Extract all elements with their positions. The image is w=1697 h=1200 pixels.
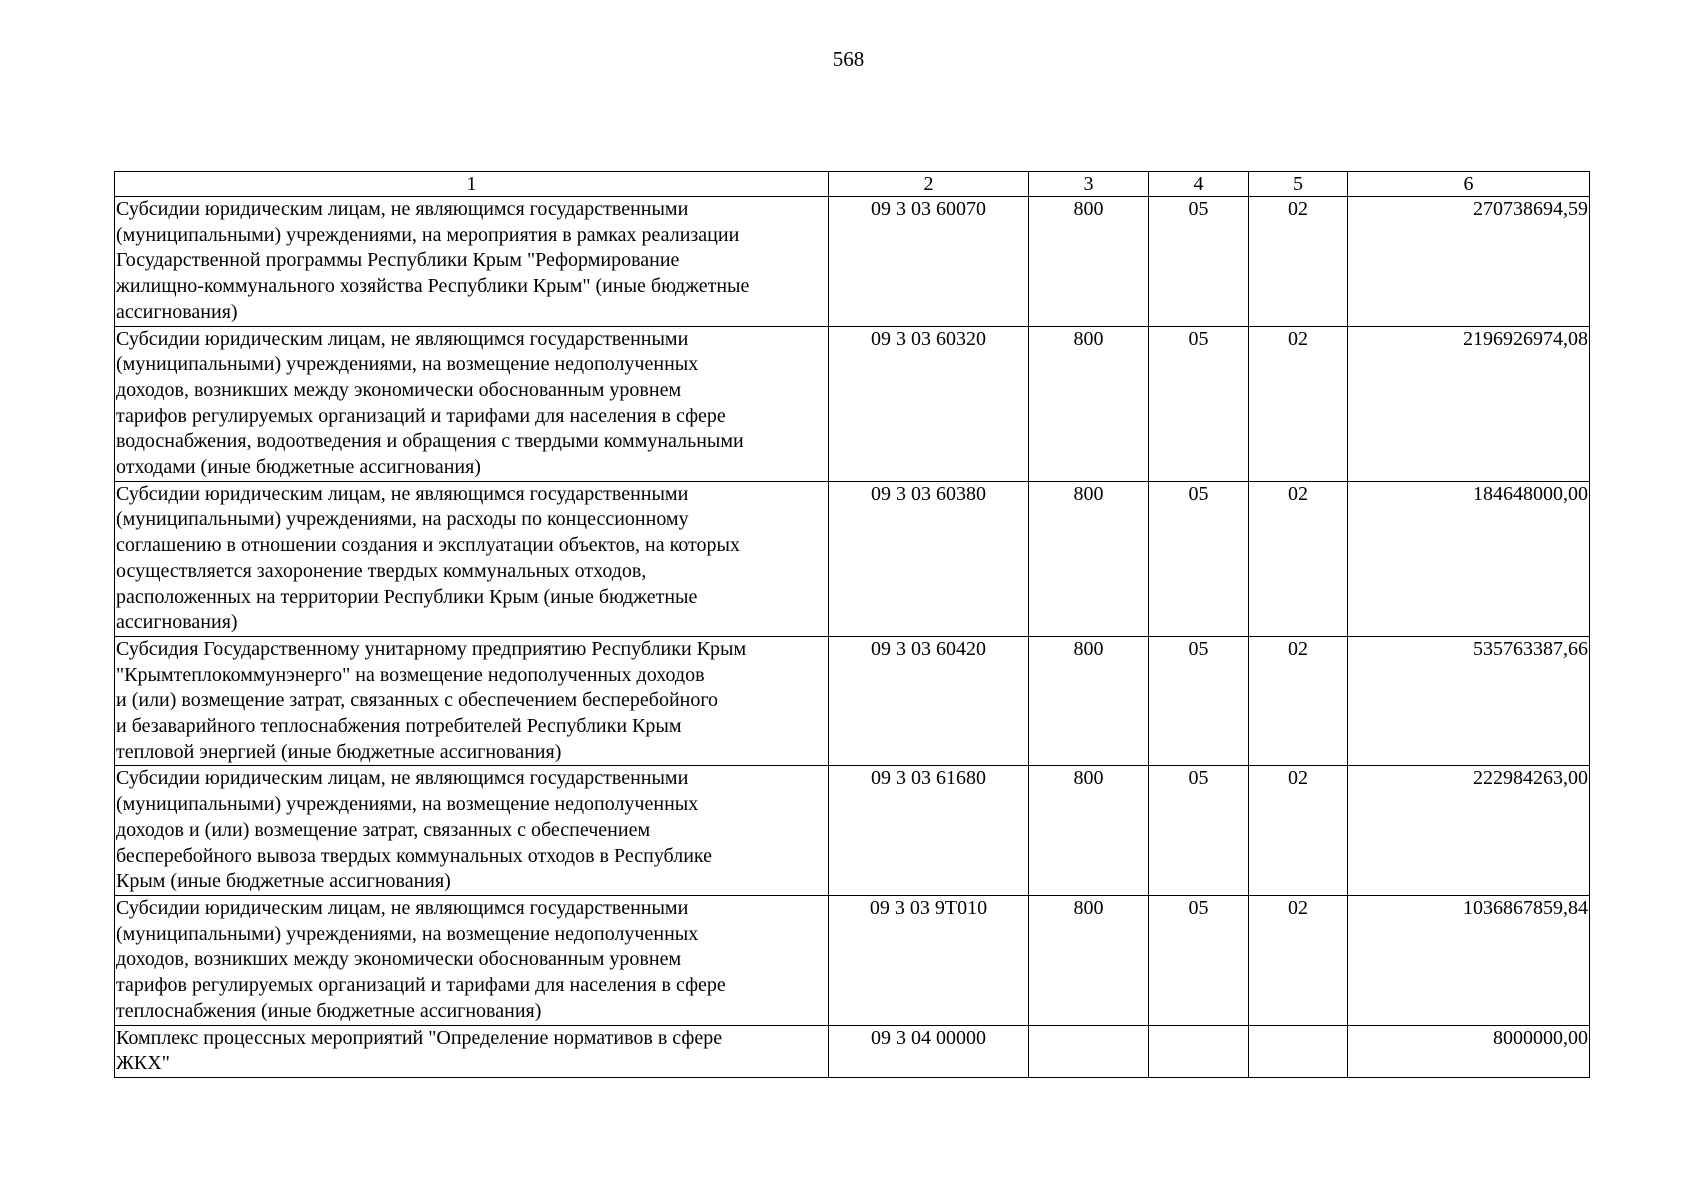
column-header-6: 6	[1348, 172, 1590, 197]
description-line: Субсидии юридическим лицам, не являющимся государственными	[116, 327, 689, 350]
table-row	[115, 481, 1590, 636]
row-description	[115, 481, 829, 636]
table-row	[115, 895, 1590, 1025]
row-expense-type: 800	[1029, 766, 1149, 896]
row-amount: 222984263,00	[1348, 766, 1590, 896]
row-description	[115, 895, 829, 1025]
row-target-code: 09 3 03 60070	[829, 197, 1029, 327]
table-row	[115, 1025, 1590, 1077]
row-amount: 1036867859,84	[1348, 895, 1590, 1025]
row-subsection: 02	[1249, 481, 1348, 636]
row-section: 05	[1149, 766, 1249, 896]
description-line: отходами (иные бюджетные ассигнования)	[116, 456, 481, 479]
description-line: Государственной программы Республики Крым "Реформирование	[116, 249, 680, 272]
description-line: Субсидии юридическим лицам, не являющимся государственными	[116, 896, 689, 919]
budget-table	[114, 171, 1590, 1078]
row-description	[115, 1025, 829, 1077]
row-subsection: 02	[1249, 636, 1348, 766]
row-amount: 8000000,00	[1348, 1025, 1590, 1077]
description-line: (муниципальными) учреждениями, на возмещение недополученных	[116, 922, 699, 945]
description-line: доходов и (или) возмещение затрат, связанных с обеспечением	[116, 818, 651, 841]
description-line: ассигнования)	[116, 611, 238, 634]
column-header-2: 2	[829, 172, 1029, 197]
row-target-code: 09 3 03 60380	[829, 481, 1029, 636]
column-header-1: 1	[115, 172, 829, 197]
description-line: Комплекс процессных мероприятий "Определение нормативов в сфере	[116, 1026, 723, 1049]
row-description	[115, 636, 829, 766]
row-amount: 184648000,00	[1348, 481, 1590, 636]
description-line: Субсидии юридическим лицам, не являющимся государственными	[116, 482, 689, 505]
description-line: Субсидии юридическим лицам, не являющимся государственными	[116, 767, 689, 790]
row-description	[115, 766, 829, 896]
table-row	[115, 636, 1590, 766]
header-row	[115, 172, 1590, 197]
row-amount: 535763387,66	[1348, 636, 1590, 766]
description-line: и (или) возмещение затрат, связанных с обеспечением бесперебойного	[116, 689, 719, 712]
description-line: Крым (иные бюджетные ассигнования)	[116, 870, 451, 893]
row-subsection: 02	[1249, 326, 1348, 481]
table-row	[115, 197, 1590, 327]
description-line: жилищно-коммунального хозяйства Республики Крым" (иные бюджетные	[116, 275, 750, 298]
description-line: тарифов регулируемых организаций и тарифами для населения в сфере	[116, 404, 726, 427]
row-expense-type: 800	[1029, 197, 1149, 327]
row-description	[115, 326, 829, 481]
description-line: тарифов регулируемых организаций и тарифами для населения в сфере	[116, 974, 726, 997]
description-line: (муниципальными) учреждениями, на мероприятия в рамках реализации	[116, 223, 740, 246]
row-section: 05	[1149, 636, 1249, 766]
description-line: ЖКХ"	[116, 1052, 170, 1075]
description-line: водоснабжения, водоотведения и обращения с твердыми коммунальными	[116, 430, 744, 453]
description-line: осуществляется захоронение твердых коммунальных отходов,	[116, 559, 647, 582]
description-line: (муниципальными) учреждениями, на возмещение недополученных	[116, 353, 699, 376]
description-line: соглашению в отношении создания и эксплуатации объектов, на которых	[116, 534, 740, 557]
description-line: тепловой энергией (иные бюджетные ассигнования)	[116, 740, 562, 763]
row-section: 05	[1149, 326, 1249, 481]
row-section: 05	[1149, 197, 1249, 327]
column-header-5: 5	[1249, 172, 1348, 197]
description-line: теплоснабжения (иные бюджетные ассигнования)	[116, 999, 542, 1022]
row-expense-type: 800	[1029, 326, 1149, 481]
row-section: 05	[1149, 481, 1249, 636]
row-amount: 270738694,59	[1348, 197, 1590, 327]
row-target-code: 09 3 03 60320	[829, 326, 1029, 481]
description-line: доходов, возникших между экономически обоснованным уровнем	[116, 948, 682, 971]
row-amount: 2196926974,08	[1348, 326, 1590, 481]
row-target-code: 09 3 03 9Т010	[829, 895, 1029, 1025]
row-subsection: 02	[1249, 197, 1348, 327]
row-expense-type: 800	[1029, 895, 1149, 1025]
table-row	[115, 766, 1590, 896]
description-line: "Крымтеплокоммунэнерго" на возмещение недополученных доходов	[116, 663, 705, 686]
row-subsection: 02	[1249, 895, 1348, 1025]
description-line: и безаварийного теплоснабжения потребителей Республики Крым	[116, 715, 682, 738]
row-expense-type: 800	[1029, 481, 1149, 636]
row-description	[115, 197, 829, 327]
row-subsection: 02	[1249, 766, 1348, 896]
description-line: бесперебойного вывоза твердых коммунальных отходов в Республике	[116, 844, 713, 867]
description-line: Субсидия Государственному унитарному предприятию Республики Крым	[116, 637, 747, 660]
row-expense-type: 800	[1029, 636, 1149, 766]
description-line: ассигнования)	[116, 300, 238, 323]
row-section	[1149, 1025, 1249, 1077]
row-expense-type	[1029, 1025, 1149, 1077]
description-line: (муниципальными) учреждениями, на расходы по концессионному	[116, 508, 689, 531]
description-line: доходов, возникших между экономически обоснованным уровнем	[116, 378, 682, 401]
row-subsection	[1249, 1025, 1348, 1077]
column-header-4: 4	[1149, 172, 1249, 197]
description-line: (муниципальными) учреждениями, на возмещение недополученных	[116, 793, 699, 816]
row-target-code: 09 3 03 61680	[829, 766, 1029, 896]
row-section: 05	[1149, 895, 1249, 1025]
column-header-3: 3	[1029, 172, 1149, 197]
row-target-code: 09 3 04 00000	[829, 1025, 1029, 1077]
row-target-code: 09 3 03 60420	[829, 636, 1029, 766]
description-line: расположенных на территории Республики Крым (иные бюджетные	[116, 585, 698, 608]
table-row	[115, 326, 1590, 481]
description-line: Субсидии юридическим лицам, не являющимся государственными	[116, 198, 689, 220]
page-number: 568	[832, 47, 865, 71]
